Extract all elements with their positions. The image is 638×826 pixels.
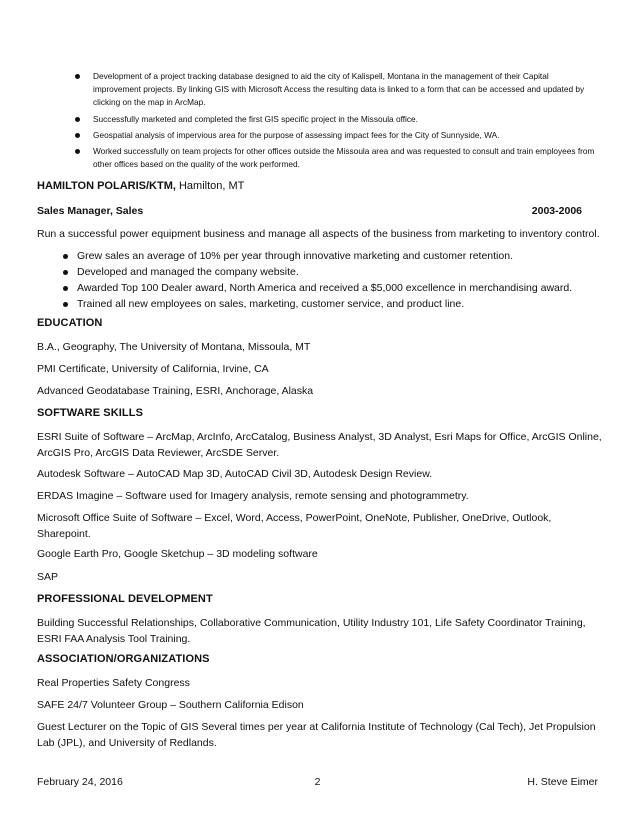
associations-heading: ASSOCIATION/ORGANIZATIONS — [37, 653, 210, 665]
software-item: Google Earth Pro, Google Sketchup – 3D modeling software — [37, 548, 318, 560]
bullet-icon — [63, 286, 68, 291]
education-item: PMI Certificate, University of California, Irvine, CA — [37, 363, 269, 375]
job-title-line — [37, 205, 582, 217]
list-item: Development of a project tracking database designed to aid the city of Kalispell, Montana in the management of their Capital improvement projects. By linking GIS with Microsoft Access the resulting data is linked to a form that can be accessed and updated by clicking on the map in ArcMap. — [37, 70, 597, 108]
bullet-icon — [63, 254, 68, 259]
employer-name: HAMILTON POLARIS/KTM, — [37, 180, 176, 192]
education-heading: EDUCATION — [37, 317, 103, 329]
employer-location: Hamilton, MT — [175, 180, 245, 192]
software-item: ESRI Suite of Software – ArcMap, ArcInfo, ArcCatalog, Business Analyst, 3D Analyst, Esri Maps for Office, ArcGIS Online, ArcGIS Pro, ArcGIS Data Reviewer, ArcSDE Server. — [37, 431, 602, 459]
education-item: B.A., Geography, The University of Montana, Missoula, MT — [37, 341, 311, 353]
job-bullet-list — [37, 248, 603, 312]
association-item: Real Properties Safety Congress — [37, 677, 190, 689]
job-years: 2003-2006 — [531, 205, 582, 217]
software-heading: SOFTWARE SKILLS — [37, 407, 143, 419]
software-item: ERDAS Imagine – Software used for Imagery analysis, remote sensing and photogrammetry. — [37, 490, 469, 502]
list-item: Geospatial analysis of impervious area for the purpose of assessing impact fees for the City of Sunnyside, WA. — [37, 129, 597, 142]
job-title: Sales Manager, Sales — [37, 205, 144, 217]
list-item: Trained all new employees on sales, marketing, customer service, and product line. — [37, 296, 603, 312]
bullet-icon — [63, 270, 68, 275]
page-footer — [37, 776, 598, 788]
association-item: SAFE 24/7 Volunteer Group – Southern California Edison — [37, 699, 304, 711]
bullet-icon — [75, 133, 80, 138]
software-item: SAP — [37, 571, 59, 583]
list-item: Developed and managed the company website. — [37, 264, 603, 280]
bullet-icon — [75, 74, 80, 79]
footer-author: H. Steve Eimer — [527, 776, 598, 788]
association-item: Guest Lecturer on the Topic of GIS Several times per year at California Institute of Technology (Cal Tech), Jet Propulsion Lab (JPL), and University of Redlands. — [37, 721, 596, 749]
professional-heading: PROFESSIONAL DEVELOPMENT — [37, 593, 213, 605]
bullet-icon — [75, 117, 80, 122]
list-item: Successfully marketed and completed the first GIS specific project in the Missoula office. — [37, 113, 597, 126]
bullet-icon — [75, 149, 80, 154]
bullet-icon — [63, 302, 68, 307]
software-item: Microsoft Office Suite of Software – Excel, Word, Access, PowerPoint, OneNote, Publisher, OneDrive, Outlook, Sharepoint. — [37, 512, 552, 540]
list-item: Awarded Top 100 Dealer award, North America and received a $5,000 excellence in merchandising award. — [37, 280, 603, 296]
software-item: Autodesk Software – AutoCAD Map 3D, AutoCAD Civil 3D, Autodesk Design Review. — [37, 468, 433, 480]
project-bullet-list — [37, 70, 597, 176]
list-item: Worked successfully on team projects for other offices outside the Missoula area and was requested to consult and train employees from other offices based on the quality of the work performed. — [37, 145, 597, 171]
education-item: Advanced Geodatabase Training, ESRI, Anchorage, Alaska — [37, 385, 314, 397]
employer-line — [37, 180, 244, 192]
professional-item: Building Successful Relationships, Collaborative Communication, Utility Industry 101, Life Safety Coordinator Training, ESRI FAA Analysis Tool Training. — [37, 617, 586, 645]
job-summary: Run a successful power equipment business and manage all aspects of the business from marketing to inventory control. — [37, 228, 600, 240]
list-item: Grew sales an average of 10% per year through innovative marketing and customer retention. — [37, 248, 603, 264]
page-number: 2 — [314, 776, 321, 788]
footer-date: February 24, 2016 — [37, 776, 123, 788]
